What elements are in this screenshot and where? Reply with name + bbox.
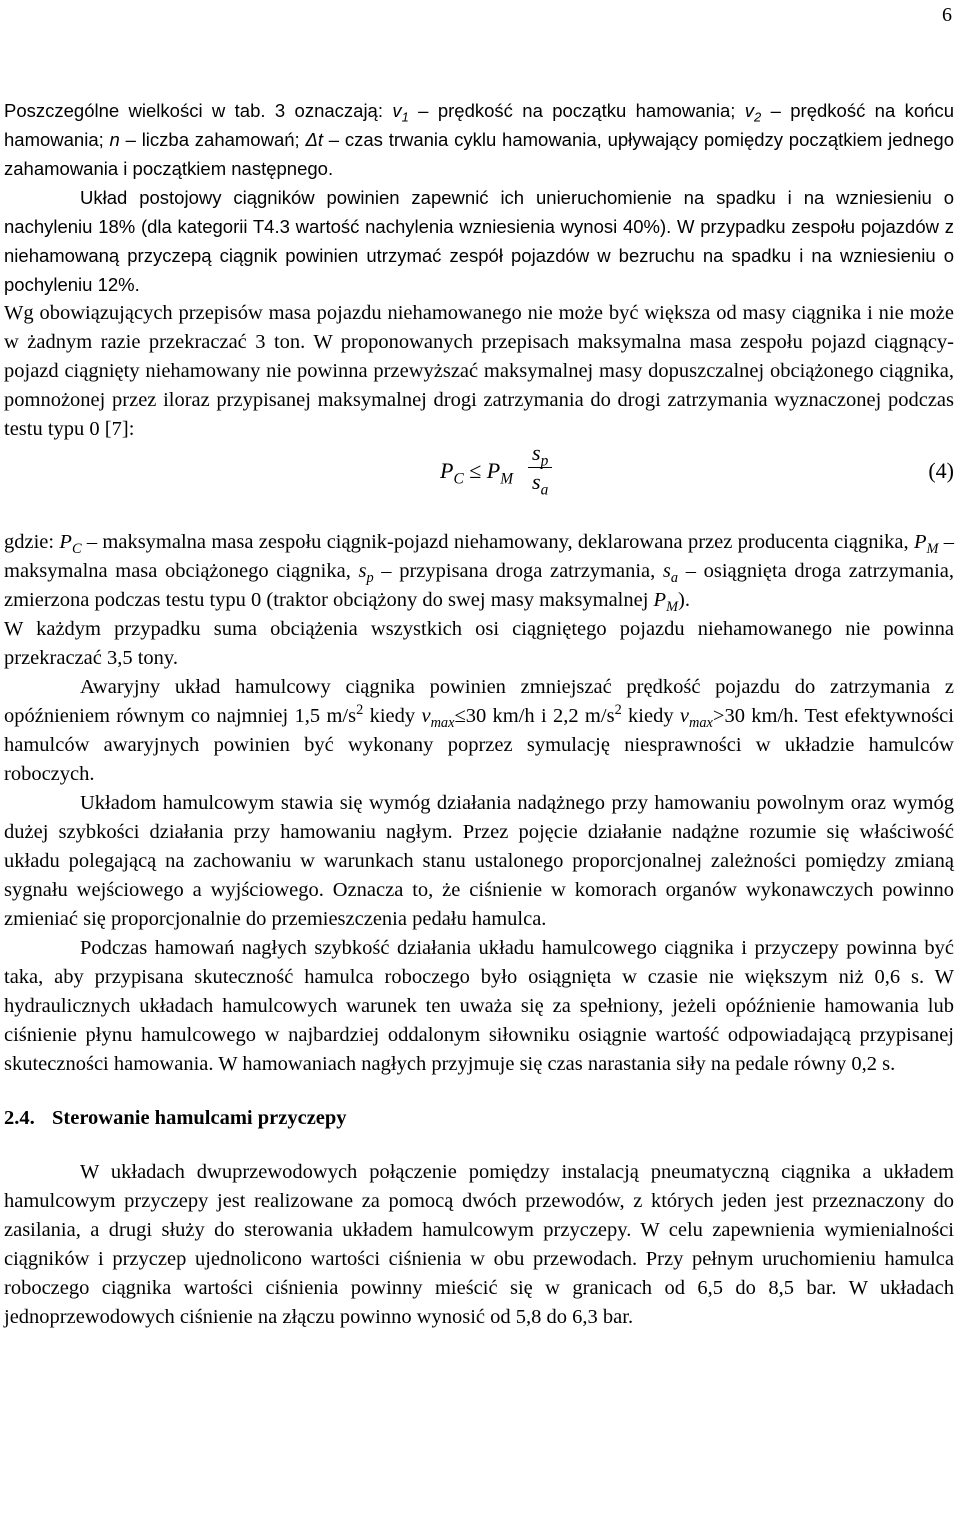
paragraph-emergency-brake: Awaryjny układ hamulcowy ciągnika powinien zmniejszać prędkość pojazdu do zatrzymania z opóźnieniem równym co najmniej 1,5 $m/s^2$ kiedy $v_{max}\le 30$ km/h i 2,2 $m/s^2$ kiedy $v_{max}>30$ km/h. Test efektywności hamulców awaryjnych powinien być wykonany poprzez symulację niesprawności w układzie hamulców roboczych.: [4, 676, 954, 785]
text-run: Poszczególne wielkości w tab. 3 oznaczają:: [4, 100, 393, 121]
paragraph-parking-brake: Układ postojowy ciągników powinien zapewnić ich unieruchomienie na spadku i na wzniesieniu o nachyleniu 18% (dla kategorii T4.3 wartość nachylenia wzniesienia wynosi 40%). W przypadku zespołu pojazdów z niehamowaną przyczepą ciągnik powinien utrzymać zespół pojazdów w bezruchu na spadku i na wzniesieniu o pochyleniu 12%.: [4, 187, 954, 295]
symbol-v2: $v_2$: [744, 100, 762, 125]
paragraph-where: gdzie: $P_C$ – maksymalna masa zespołu ciągnik-pojazd niehamowany, deklarowana przez producenta ciągnika, $P_M$ – maksymalna masa obciążonego ciągnika, $s_p$ – przypisana droga zatrzymania, $s_a$ – osiągnięta droga zatrzymania, zmierzona podczas testu typu 0 (traktor obciążony do swej masy maksymalnej $P_M$).: [4, 531, 954, 616]
paragraph-symbols: Poszczególne wielkości w tab. 3 oznaczają: $v_1$ – prędkość na początku hamowania; $v_2$ – prędkość na końcu hamowania; n – liczba zahamowań; Δt – czas trwania cyklu hamowania, upływający pomiędzy początkiem jednego zahamowania i początkiem następnego.: [4, 100, 954, 179]
text-run: prędkość na końcu hamowania;: [4, 100, 954, 150]
symbol-delta-t: Δt: [305, 129, 324, 150]
formula-lhs: $P_C \le P_M$: [440, 458, 514, 488]
fraction-denominator: $s_a$: [532, 469, 549, 499]
document-body: [4, 96, 954, 1332]
paragraph-tracking-action: Układom hamulcowym stawia się wymóg działania nadążnego przy hamowaniu powolnym oraz wymóg dużej szybkości działania przy hamowaniu nagłym. Przez pojęcie działanie nadążne rozumie się właściwość układu polegającą na zachowaniu w warunkach stanu ustalonego proporcjonalnej zależności pomiędzy zmianą sygnału wejściowego a wyjściowego. Oznacza to, że ciśnienie w komorach organów wykonawczych powinno zmieniać się proporcjonalnie do przemieszczenia pedału hamulca.: [4, 792, 954, 930]
equation-number: (4): [928, 458, 954, 483]
paragraph-sudden-braking: Podczas hamowań nagłych szybkość działania układu hamulcowego ciągnika i przyczepy powinna być taka, aby przypisana skuteczność hamulca roboczego było osiągnięta w czasie nie większym niż 0,6 s. W hydraulicznych układach hamulcowych warunek ten uważa się za spełniony, jeżeli opóźnienie hamowania lub ciśnienie płynu hamulcowego w najbardziej oddalonym siłowniku osiągnie wartość odpowiadającą przypisanej skuteczności hamowania. W hamowaniach nagłych przyjmuje się czas narastania siły na pedale równy 0,2 s.: [4, 937, 954, 1075]
fraction-numerator: $s_p$: [532, 440, 549, 470]
text-run: – liczba zahamowań;: [119, 129, 306, 150]
text-run: – czas trwania cyklu hamowania, upływający pomiędzy początkiem jednego zahamowania i początkiem następnego.: [4, 129, 954, 179]
paragraph-regulations: Wg obowiązujących przepisów masa pojazdu niehamowanego nie może być większa od masy ciągnika i nie może w żadnym razie przekraczać 3 ton. W proponowanych przepisach maksymalna masa zespołu pojazd ciągnący-pojazd ciągnięty niehamowany nie powinna przewyższać maksymalnej masy dopuszczalnej obciążonego ciągnika, pomnożonej przez iloraz przypisanej maksymalnej drogi zatrzymania do drogi zatrzymania wyznaczonej podczas testu typu 0 [7]:: [4, 302, 954, 440]
page-number: 6: [942, 4, 952, 26]
paragraph-axle-load: W każdym przypadku suma obciążenia wszystkich osi ciągniętego pojazdu niehamowanego nie powinna przekraczać 3,5 tony.: [4, 618, 954, 669]
symbol-v1: $v_1$: [392, 100, 409, 125]
section-title: Sterowanie hamulcami przyczepy: [52, 1107, 347, 1129]
section-heading: [4, 1107, 954, 1130]
formula-4: [4, 440, 954, 528]
text-run: prędkość na początku hamowania;: [437, 100, 745, 121]
formula-fraction: [528, 440, 552, 499]
paragraph-two-line-systems: W układach dwuprzewodowych połączenie pomiędzy instalacją pneumatyczną ciągnika a układem hamulcowym przyczepy jest realizowane za pomocą dwóch przewodów, z których jeden jest przeznaczony do zasilania, a drugi służy do sterowania układem hamulcowym przyczepy. W celu zapewnienia wymienialności ciągników i przyczep ujednolicono wartości ciśnienia w obu przewodach. Przy pełnym uruchomieniu hamulca roboczego ciągnika wartości ciśnienia powinny mieścić się w granicach od 6,5 do 8,5 bar. W układach jednoprzewodowych ciśnienie na złączu powinno wynosić od 5,8 do 6,3 bar.: [4, 1161, 954, 1328]
symbol-n: n: [109, 129, 120, 150]
section-number: 2.4.: [4, 1107, 35, 1129]
